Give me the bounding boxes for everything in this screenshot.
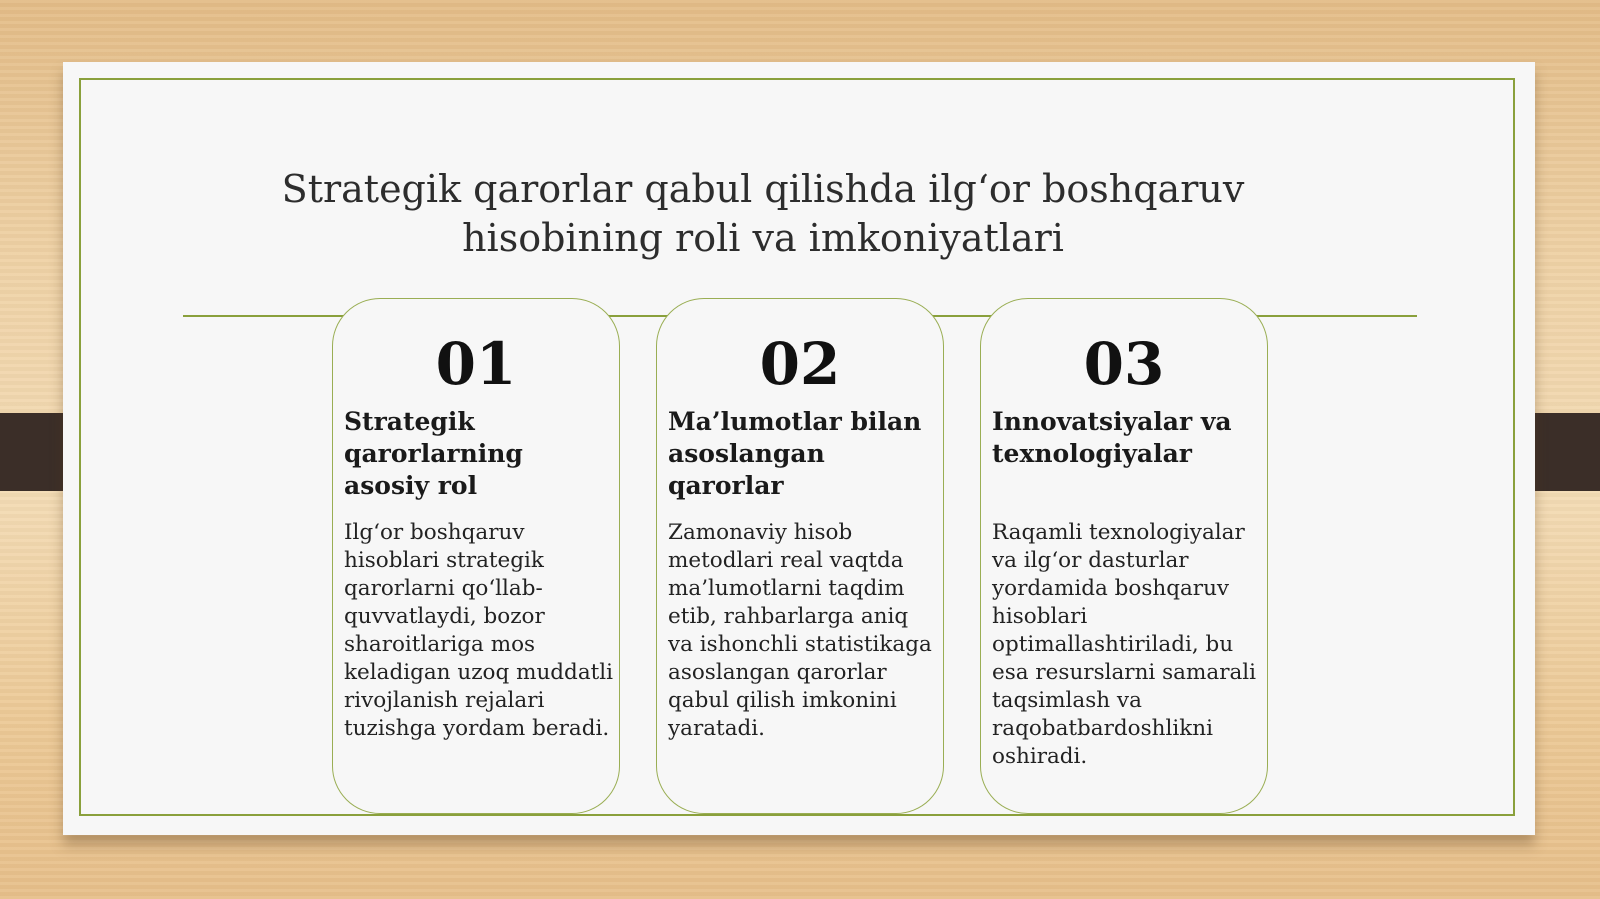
card-heading: Innovatsiyalar va texnologiyalar [992,407,1232,468]
card-3 [980,298,1268,814]
card-heading: Ma’lumotlar bilan asoslangan qarorlar [668,407,922,500]
card-heading: Strategik qarorlarning asosiy rol [344,407,523,500]
card-number: 02 [759,330,841,398]
slide [63,62,1535,835]
card-number: 01 [435,330,517,398]
card-body: Ilg‘or boshqaruv hisoblari strategik qarorlarni qo‘llab-quvvatlaydi, bozor sharoitlariga mos keladigan uzoq muddatli rivojlanish rejalari tuzishga yordam beradi. [344,520,614,741]
card-body: Zamonaviy hisob metodlari real vaqtda ma’lumotlarni taqdim etib, rahbarlarga aniq va ishonchli statistikaga asoslangan qarorlar qabul qilish imkonini yaratadi. [668,520,932,741]
card-1 [332,298,620,814]
card-body: Raqamli texnologiyalar va ilg‘or dasturlar yordamida boshqaruv hisoblari optimallashtiriladi, bu esa resurslarni samarali taqsimlash va raqobatbardoshlikni oshiradi. [992,520,1257,769]
card-number: 03 [1083,330,1165,398]
card-2 [656,298,944,814]
slide-title: Strategik qarorlar qabul qilishda ilg‘or boshqaruv hisobining roli va imkoniyatlari [281,167,1245,260]
